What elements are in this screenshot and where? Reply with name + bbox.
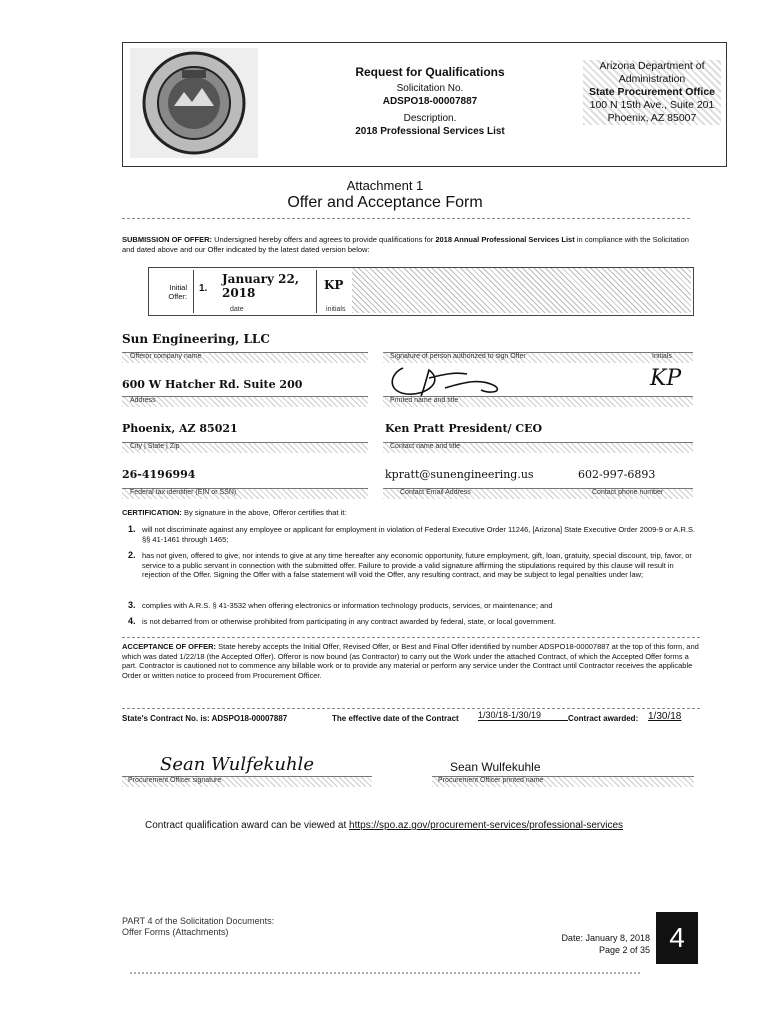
company-label: Offeror company name: [130, 353, 202, 360]
certification-intro-text: By signature in the above, Offeror certifies that it:: [181, 508, 347, 517]
section-tab: 4: [656, 912, 698, 964]
offeror-address: 600 W Hatcher Rd. Suite 200: [122, 378, 303, 391]
submission-lead: SUBMISSION OF OFFER:: [122, 235, 212, 244]
offer-date-label: date: [230, 306, 244, 313]
certification-number: 3.: [128, 600, 136, 610]
contact-label: Contact name and title: [390, 443, 461, 450]
divider: [122, 218, 690, 219]
contact-email: kpratt@sunengineering.us: [385, 468, 534, 481]
submission-paragraph: [122, 235, 702, 255]
city-label: City | State | Zip: [130, 443, 180, 450]
agency-line: State Procurement Office: [588, 86, 716, 98]
header-title: Request for Qualifications: [355, 65, 505, 79]
phone-label: Contact phone number: [592, 489, 664, 496]
certification-number: 2.: [128, 550, 136, 560]
offer-shaded-area: [352, 268, 691, 313]
header-title-block: [300, 66, 560, 138]
attachment-label: Attachment 1: [346, 178, 424, 193]
effective-date-label: The effective date of the Contract: [332, 714, 459, 723]
footer-page: Page 2 of 35: [598, 945, 650, 955]
offer-date-value: January 22, 2018: [222, 272, 300, 300]
footer-right: [510, 932, 650, 956]
offeror-tax-id: 26-4196994: [122, 468, 196, 481]
award-note: [145, 820, 705, 831]
award-note-text: Contract qualification award can be viewed at: [145, 820, 350, 831]
agency-line: Phoenix, AZ 85007: [607, 112, 697, 124]
offeror-signature-icon: [385, 362, 525, 398]
acceptance-paragraph: [122, 642, 700, 680]
divider: [316, 270, 317, 313]
officer-printed-label: Procurement Officer printed name: [438, 777, 544, 784]
certification-text: has not given, offered to give, nor intends to give at any time hereafter any economic opportunity, future employment, gift, loan, gratuity, special discount, trip, favor, or service to a public servant in connection with the submitted offer. Failure to provide a valid signature affirming the stipulations required by this clause will result in rejection of the Offer. Signing the Offer with a false statement will void the Offer, any resulting contract, and may be subject to legal penalties under law;: [142, 551, 692, 579]
certification-item: [128, 617, 700, 627]
divider: [122, 637, 700, 638]
officer-printed-name: Sean Wulfekuhle: [450, 760, 541, 774]
agency-line: 100 N 15th Ave., Suite 201: [589, 99, 715, 111]
offer-number: 1.: [199, 283, 208, 294]
certification-number: 1.: [128, 524, 136, 534]
signature-label: Signature of person authorized to sign Offer: [390, 353, 526, 360]
offeror-city: Phoenix, AZ 85021: [122, 422, 238, 435]
offer-initials-value: KP: [324, 278, 344, 292]
contact-phone: 602-997-6893: [578, 468, 656, 481]
initial-label-2: Offer:: [168, 292, 187, 301]
address-label: Address: [130, 397, 156, 404]
arizona-seal-icon: [130, 48, 258, 158]
offer-initials-label: initials: [326, 306, 346, 313]
submission-text1: Undersigned hereby offers and agrees to provide qualifications for: [212, 235, 436, 244]
footer-left: [122, 916, 274, 938]
contract-awarded-label: Contract awarded:: [568, 714, 639, 723]
certification-item: [128, 551, 700, 580]
contact-name: Ken Pratt President/ CEO: [385, 422, 543, 435]
initial-offer-label: [155, 283, 187, 301]
footer-part: PART 4 of the Solicitation Documents:: [122, 916, 275, 926]
description-label: Description.: [403, 113, 457, 124]
description: 2018 Professional Services List: [355, 126, 505, 137]
agency-address: [583, 60, 721, 125]
footer-forms: Offer Forms (Attachments): [122, 927, 229, 937]
acceptance-lead: ACCEPTANCE OF OFFER:: [122, 642, 217, 651]
certification-text: is not debarred from or otherwise prohibited from participating in any contract awarded by federal, state, or local government.: [142, 617, 556, 626]
award-note-link[interactable]: https://spo.az.gov/procurement-services/professional-services: [349, 820, 624, 831]
submission-text2: in compliance with the Solicitation and dated above and our Offer indicated by the latest dated version below:: [122, 235, 689, 254]
solicitation-label: Solicitation No.: [396, 83, 464, 94]
solicitation-number: ADSPO18-00007887: [382, 96, 478, 107]
contract-number-label: State's Contract No. is: ADSPO18-00007887: [122, 714, 288, 723]
officer-signature: Sean Wulfekuhle: [160, 754, 314, 775]
divider: [122, 708, 700, 709]
footer-date: Date: January 8, 2018: [561, 933, 650, 943]
certification-text: complies with A.R.S. § 41-3532 when offering electronics or information technology products, services, or maintenance; and: [142, 601, 553, 610]
divider: [193, 270, 194, 313]
tax-id-label: Federal tax identifier (EIN or SSN): [130, 489, 237, 496]
signature-initials-value: KP: [650, 366, 682, 391]
signature-initials-label: Initials: [652, 353, 672, 360]
certification-number: 4.: [128, 616, 136, 626]
agency-line: Arizona Department of: [599, 60, 705, 72]
contract-awarded-value: 1/30/18: [648, 711, 682, 722]
certification-lead: CERTIFICATION:: [122, 508, 182, 517]
offeror-company: Sun Engineering, LLC: [122, 332, 270, 346]
email-label: Contact Email Address: [400, 489, 471, 496]
submission-bold: 2018 Annual Professional Services List: [435, 235, 575, 244]
form-title: Offer and Acceptance Form: [287, 194, 483, 211]
printed-label: Printed name and title: [390, 397, 459, 404]
agency-line: Administration: [618, 73, 686, 85]
initial-label-1: Initial: [169, 283, 187, 292]
acceptance-text: State hereby accepts the Initial Offer, Revised Offer, or Best and Final Offer identified by number ADSPO18-00007887 at the top of this form, and which was dated 1/22/18 (the Accepted Offer). Offeror is now bound (as Contractor) to carry out the Work under the attached Contract, of which the Accepted Offer forms a part. Contractor is cautioned not to commence any billable work or to provide any material or perform any service under the Contract until Contractor receives the applicable Order or written notice to proceed from Procurement Officer.: [122, 642, 699, 680]
officer-signature-label: Procurement Officer signature: [128, 777, 222, 784]
certification-item: [128, 601, 700, 611]
certification-text: will not discriminate against any employee or applicant for employment in violation of Federal Executive Order 11246, [Arizona] State Executive Order 2009-9 or A.R.S. §§ 41-1461 through 1465;: [142, 525, 696, 544]
address-label-bar: [122, 396, 368, 407]
certification-item: [128, 525, 700, 544]
certification-intro: [122, 508, 702, 518]
effective-date-value: 1/30/18-1/30/19: [478, 710, 568, 721]
footer-dotted-rule: [130, 972, 640, 974]
